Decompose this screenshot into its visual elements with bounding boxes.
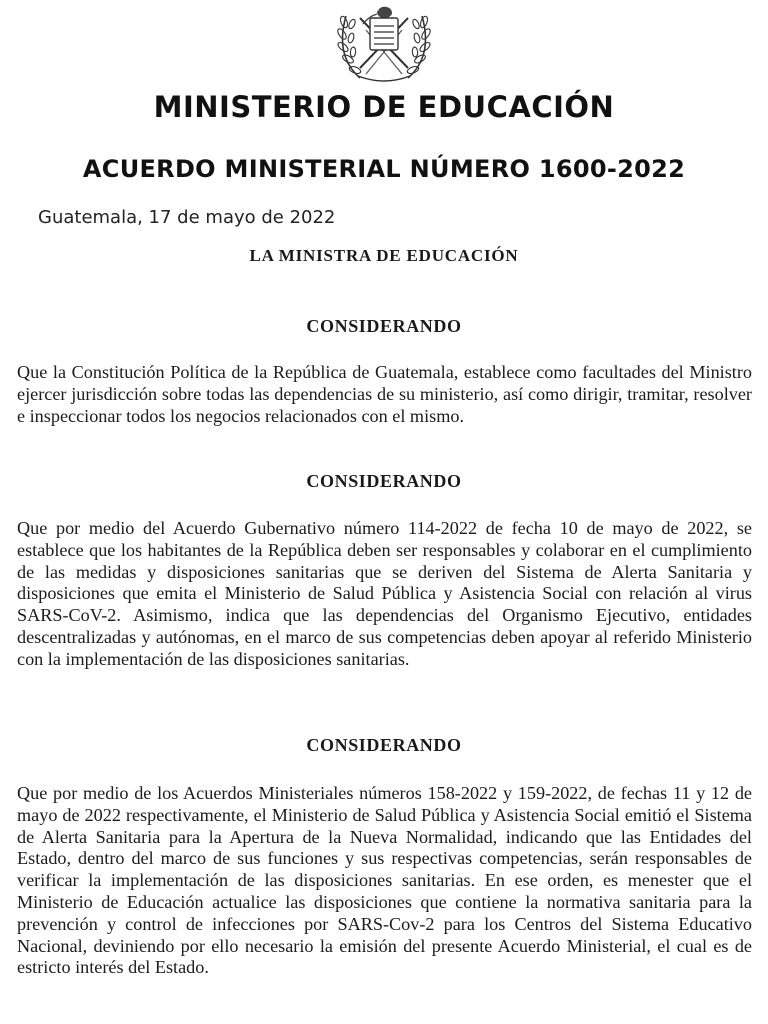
considerando-paragraph: Que por medio de los Acuerdos Ministeriales números 158-2022 y 159-2022, de fechas 11 y 12 de mayo de 2022 respectivamente, el Ministerio de Salud Pública y Asistencia Social emitió el Sistema de Alerta Sanitaria para la Apertura de la Nueva Normalidad, indicando que las Entidades del Estado, dentro del marco de sus funciones y sus respectivas competencias, serán responsables de verificar la implementación de las disposiciones sanitarias. En ese orden, es menester que el Ministerio de Educación actualice las disposiciones que contiene la normativa sanitaria para la prevención y control de infecciones por SARS-Cov-2 para los Centros del Sistema Educativo Nacional, deviniendo por ello necesario la emisión del presente Acuerdo Ministerial, el cual es de estricto interés del Estado.: [17, 783, 752, 978]
considerando-paragraph: Que por medio del Acuerdo Gubernativo número 114-2022 de fecha 10 de mayo de 2022, se establece que los habitantes de la República deben ser responsables y colaborar en el cumplimiento de las medidas y disposiciones sanitarias que se deriven del Sistema de Alerta Sanitaria y disposiciones que emita el Ministerio de Salud Pública y Asistencia Social con relación al virus SARS-CoV-2. Asimismo, indica que las dependencias del Organismo Ejecutivo, entidades descentralizadas y autónomas, en el marco de sus competencias deben apoyar al referido Ministerio con la implementación de las disposiciones sanitarias.: [17, 518, 752, 669]
document-date: Guatemala, 17 de mayo de 2022: [38, 207, 336, 228]
coat-of-arms-icon: [330, 2, 438, 84]
considerando-heading: CONSIDERANDO: [306, 471, 462, 491]
minister-heading: LA MINISTRA DE EDUCACIÓN: [249, 246, 519, 265]
considerando-heading: CONSIDERANDO: [306, 735, 462, 755]
considerando-heading: CONSIDERANDO: [306, 316, 462, 336]
agreement-number: ACUERDO MINISTERIAL NÚMERO 1600-2022: [82, 155, 686, 183]
considerando-paragraph: Que la Constitución Política de la República de Guatemala, establece como facultades del Ministro ejercer jurisdicción sobre todas las dependencias de su ministerio, así como dirigir, tramitar, resolver e inspeccionar todos los negocios relacionados con el mismo.: [17, 362, 752, 426]
ministry-title: MINISTERIO DE EDUCACIÓN: [153, 90, 615, 124]
